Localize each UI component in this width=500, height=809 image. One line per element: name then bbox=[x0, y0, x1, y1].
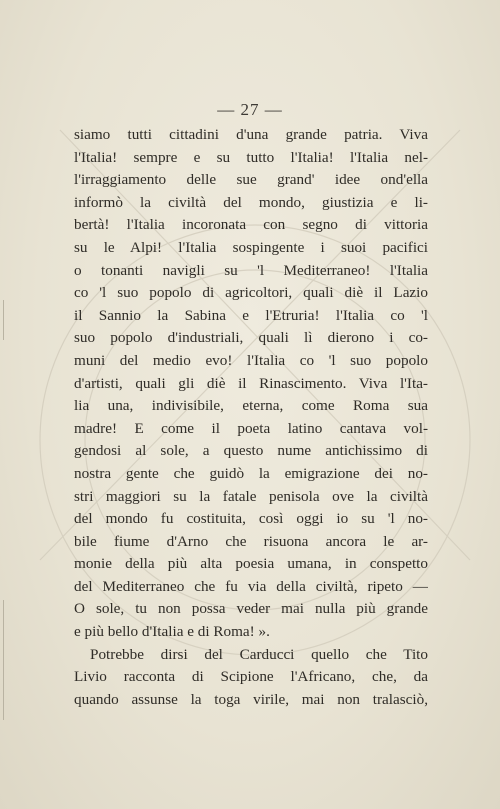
paper-speck bbox=[3, 600, 4, 720]
text-line: su le Alpi! l'Italia sospingente i suoi pacifici bbox=[74, 238, 428, 256]
text-line: gendosi al sole, a questo nume antichissimo di bbox=[74, 442, 428, 460]
text-line: del Mediterraneo che fu via della civiltà, ripeto — bbox=[74, 577, 428, 595]
text-line: madre! E come il poeta latino cantava vol- bbox=[74, 419, 428, 437]
text-line: siamo tutti cittadini d'una grande patria. Viva bbox=[74, 126, 428, 143]
text-line: del mondo fu costituita, così oggi io su 'l no- bbox=[74, 510, 428, 528]
text-line: l'irraggiamento delle sue grand' idee ond'ella bbox=[74, 171, 428, 189]
text-line: bile fiume d'Arno che risuona ancora le ar- bbox=[74, 532, 428, 550]
text-line: il Sannio la Sabina e l'Etruria! l'Italia co 'l bbox=[74, 306, 428, 324]
text-line: O sole, tu non possa veder mai nulla più grande bbox=[74, 600, 428, 618]
text-line: stri maggiori su la fatale penisola ove la civiltà bbox=[74, 487, 428, 505]
text-line: co 'l suo popolo di agricoltori, quali diè il Lazio bbox=[74, 284, 428, 302]
body-text bbox=[74, 124, 428, 711]
text-line: l'Italia! sempre e su tutto l'Italia! l'Italia nel- bbox=[74, 148, 428, 166]
text-line: d'artisti, quali gli diè il Rinascimento. Viva l'Ita- bbox=[74, 374, 428, 392]
text-line: informò la civiltà del mondo, giustizia e li- bbox=[74, 193, 428, 211]
text-line: suo popolo d'industriali, quali lì dierono i co- bbox=[74, 329, 428, 347]
text-line: nostra gente che guidò la emigrazione dei no- bbox=[74, 464, 428, 482]
text-line: Potrebbe dirsi del Carducci quello che Tito bbox=[90, 645, 428, 663]
text-line: e più bello d'Italia e di Roma! ». bbox=[74, 623, 270, 641]
text-line: o tonanti navigli su 'l Mediterraneo! l'Italia bbox=[74, 261, 428, 279]
page-number: — 27 — bbox=[217, 100, 283, 119]
paper-speck bbox=[3, 300, 4, 340]
text-line: muni del medio evo! l'Italia co 'l suo popolo bbox=[74, 351, 428, 369]
text-line: quando assunse la toga virile, mai non tralasciò, bbox=[74, 690, 428, 708]
text-line: bertà! l'Italia incoronata con segno di vittoria bbox=[74, 216, 428, 234]
text-line: monie della più alta poesia umana, in conspetto bbox=[74, 555, 428, 573]
text-line: lia una, indivisibile, eterna, come Roma sua bbox=[74, 397, 428, 415]
text-line: Livio racconta di Scipione l'Africano, che, da bbox=[74, 668, 428, 686]
